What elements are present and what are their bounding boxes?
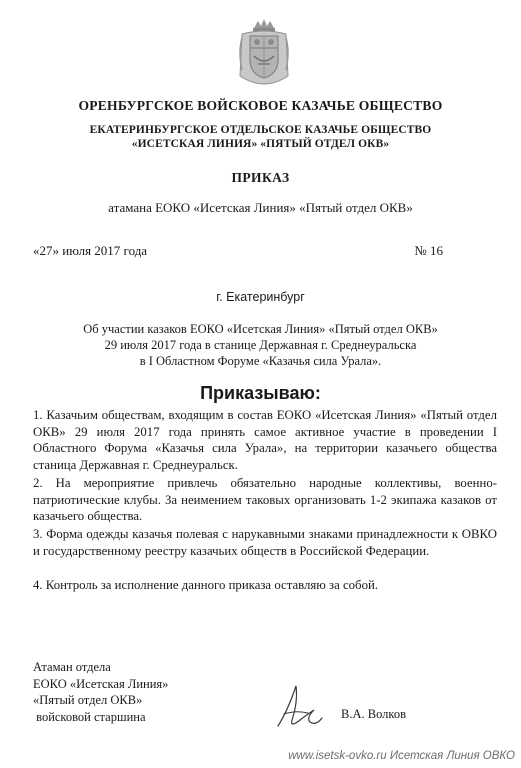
watermark-text: www.isetsk-ovko.ru Исетская Линия ОВКО <box>288 750 515 762</box>
paragraph-2: 2. На мероприятие привлечь обязательно народные коллективы, военно-патриотические клубы. За неимением таковых организовать 1-2 экипажа казаков от казачьего общества. <box>33 476 497 523</box>
topic-line-3: в I Областном Форуме «Казачья сила Урала». <box>139 354 382 368</box>
paragraph-1: 1. Казачьим обществам, входящим в состав ЕОКО «Исетская Линия» «Пятый отдел ОКВ» 29 июля 2017 года принять самое активное участие в проведении I Областного Форума «Казачья сила Урала», на территории казачьего общества станица Державная г. Среднеуральск. <box>33 408 497 472</box>
signer-name: В.А. Волков <box>341 707 406 721</box>
order-topic <box>0 321 521 369</box>
signer-rank: войсковой старшина <box>33 709 146 724</box>
order-city: г. Екатеринбург <box>216 290 305 304</box>
paragraph-3: 3. Форма одежды казачья полевая с нарукавными знаками принадлежности к ОВКО и государственному реестру казачьих обществ в Российской Федерации. <box>33 527 497 558</box>
order-date: «27» июля 2017 года <box>33 243 148 258</box>
org-sub-title-line2: «ИСЕТСКАЯ ЛИНИЯ» «ПЯТЫЙ ОТДЕЛ ОКВ» <box>131 138 390 150</box>
coat-of-arms-icon <box>236 18 292 86</box>
order-title: ПРИКАЗ <box>231 170 290 185</box>
signer-position-line1: Атаман отдела <box>33 660 111 674</box>
order-number: № 16 <box>414 243 443 258</box>
order-subtitle: атамана ЕОКО «Исетская Линия» «Пятый отдел ОКВ» <box>108 200 413 215</box>
signature-block <box>33 659 168 725</box>
topic-line-1: Об участии казаков ЕОКО «Исетская Линия» «Пятый отдел ОКВ» <box>83 322 438 336</box>
org-main-title: ОРЕНБУРГСКОЕ ВОЙСКОВОЕ КАЗАЧЬЕ ОБЩЕСТВО <box>78 98 443 113</box>
topic-line-2: 29 июля 2017 года в станице Державная г. Среднеуральска <box>104 338 417 352</box>
handwritten-signature <box>270 680 330 732</box>
paragraph-4: 4. Контроль за исполнение данного приказа оставляю за собой. <box>33 578 379 592</box>
signer-position-line3: «Пятый отдел ОКВ» <box>33 693 143 707</box>
org-sub-title-line1: ЕКАТЕРИНБУРГСКОЕ ОТДЕЛЬСКОЕ КАЗАЧЬЕ ОБЩЕСТВО <box>89 124 432 136</box>
orders-heading: Приказываю: <box>200 383 321 403</box>
signer-position-line2: ЕОКО «Исетская Линия» <box>33 676 169 691</box>
